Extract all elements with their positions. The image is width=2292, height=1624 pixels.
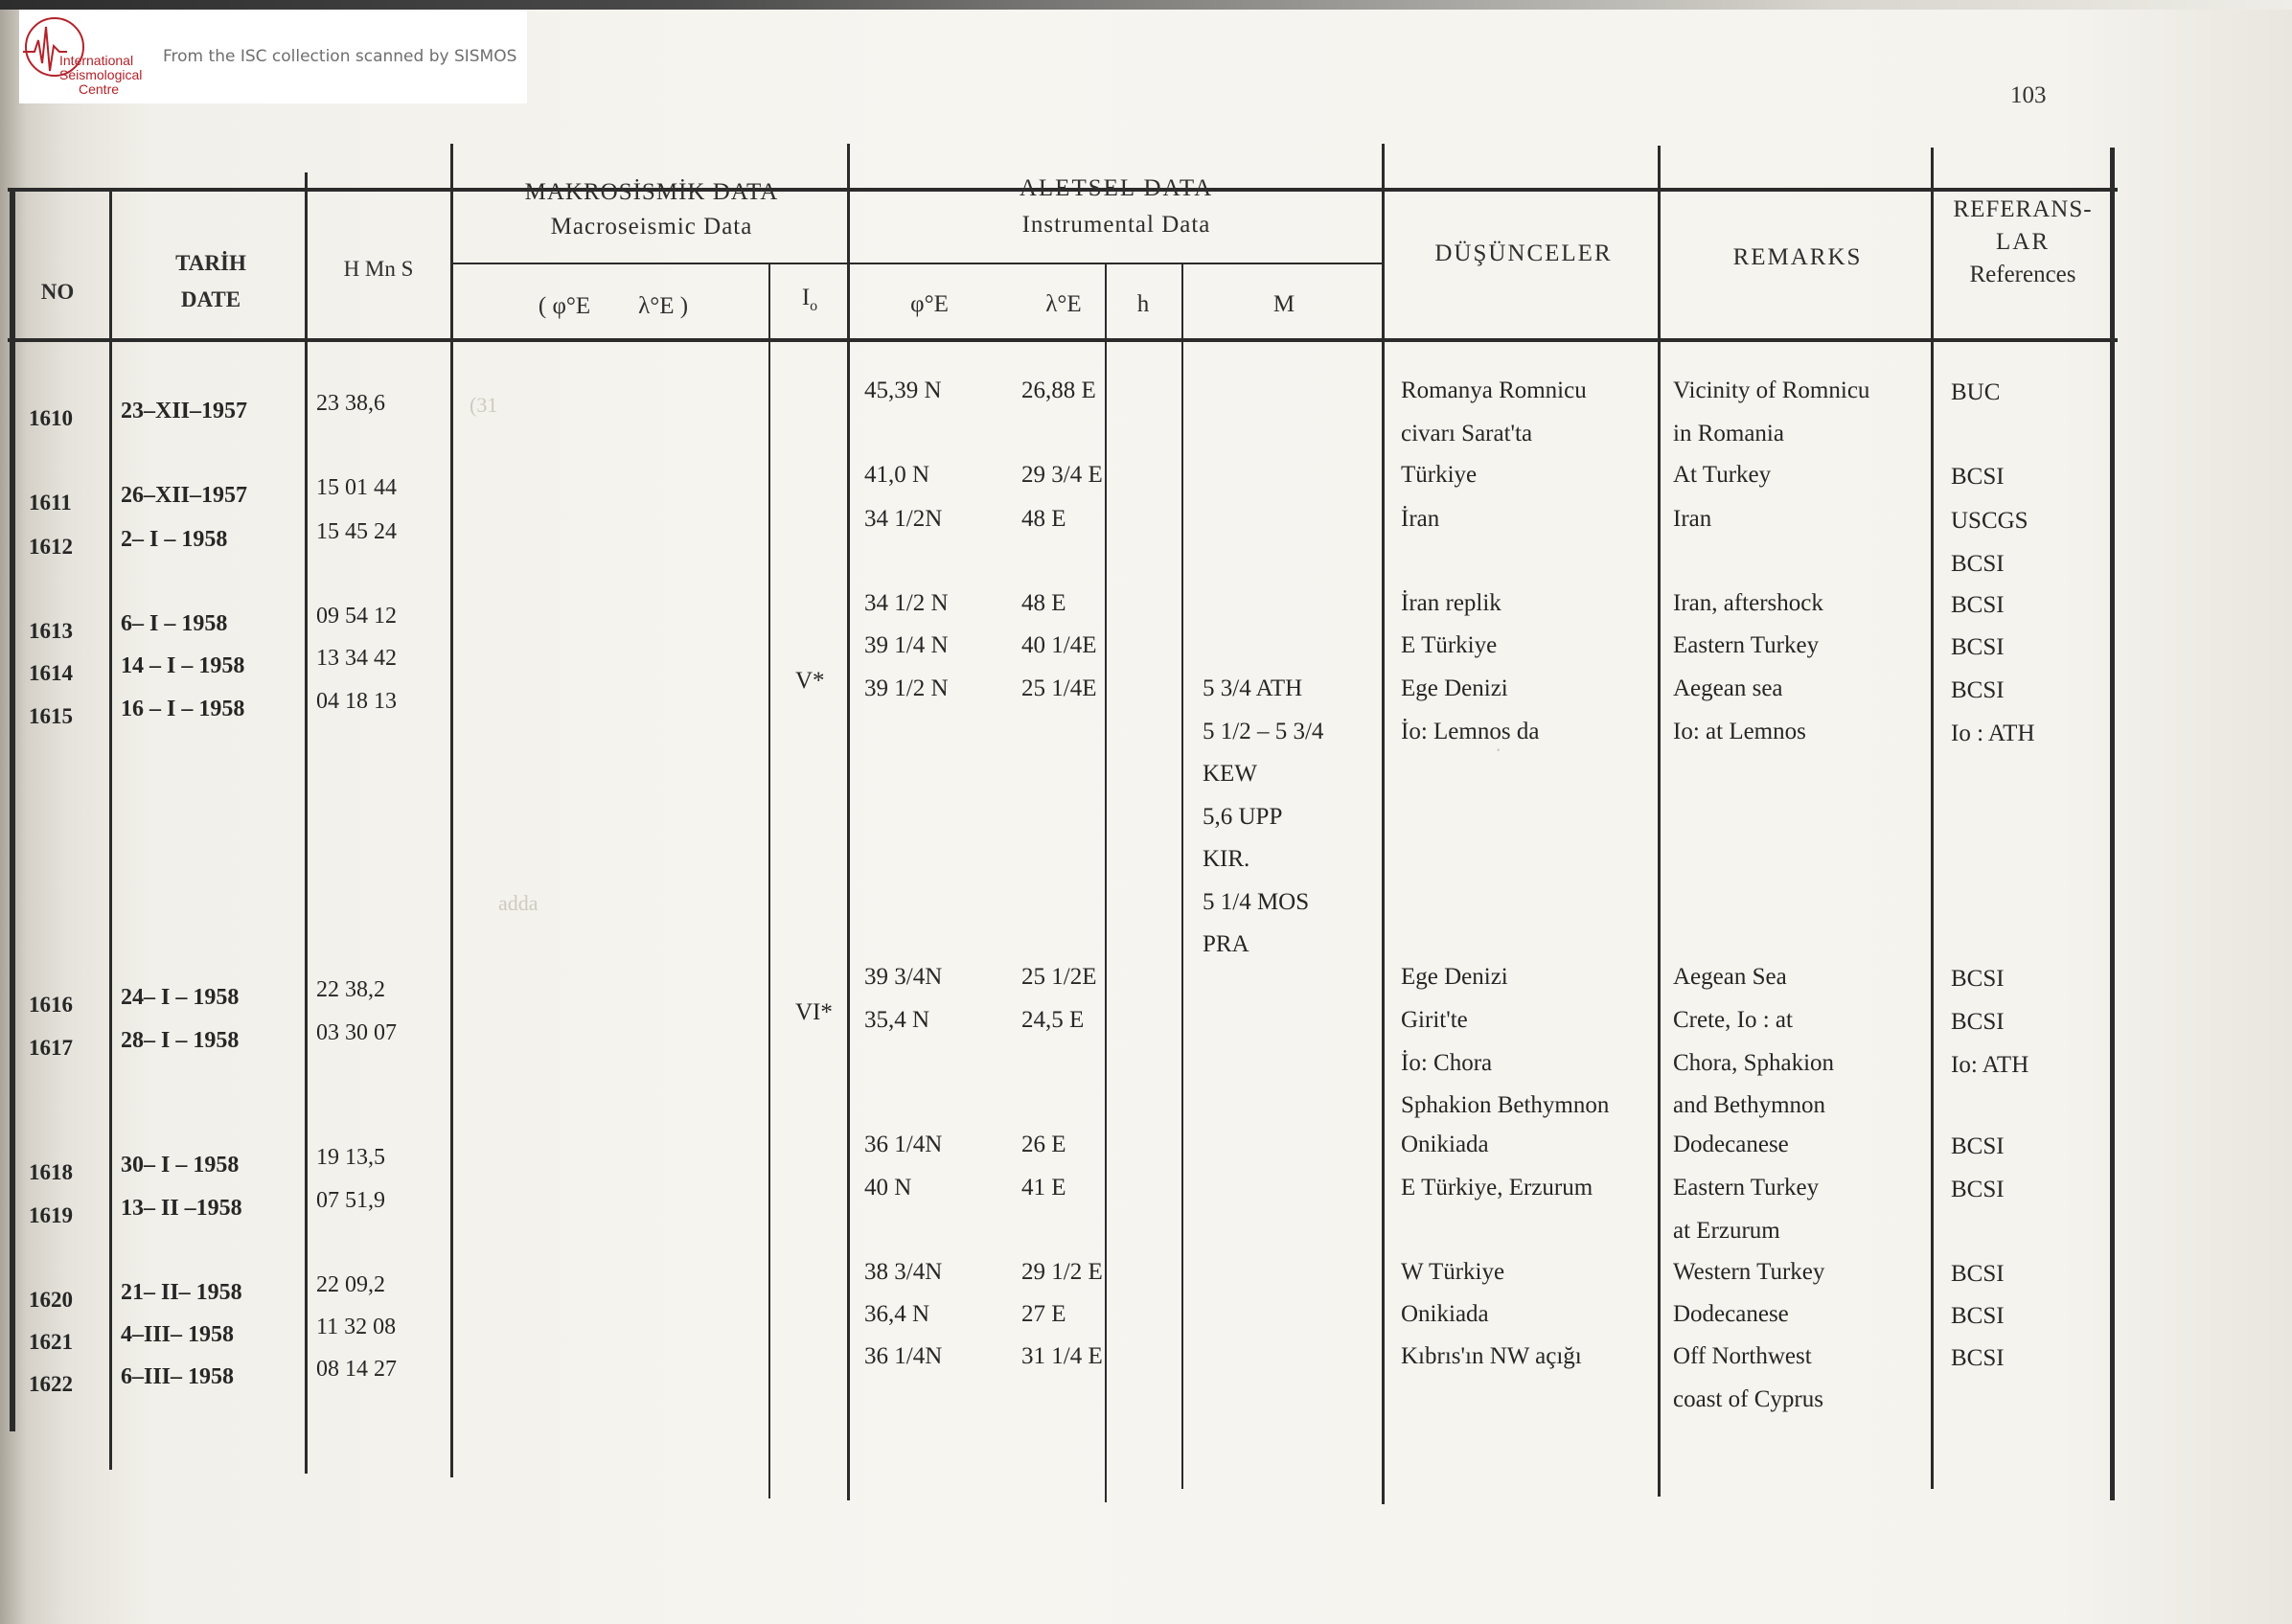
row-longitude: 24,5 E <box>1021 1007 1085 1033</box>
row-latitude: 39 1/4 N <box>864 632 949 658</box>
header-makro-sub: Macroseismic Data <box>550 214 753 240</box>
row-time: 13 34 42 <box>316 646 397 671</box>
isc-name-line: International <box>59 53 134 68</box>
row-latitude: 39 3/4N <box>864 964 943 990</box>
header-lambda: λ°E <box>1045 291 1082 317</box>
row-reference: BCSI <box>1951 1009 2005 1035</box>
row-reference: BCSI <box>1951 677 2005 703</box>
column-rule <box>305 172 308 1474</box>
row-date: 4–III– 1958 <box>121 1322 235 1347</box>
row-reference: BCSI <box>1951 464 2005 490</box>
row-latitude: 39 1/2 N <box>864 675 949 701</box>
row-number: 1618 <box>29 1160 73 1184</box>
row-dusunce: Romanya Romnicu <box>1401 377 1587 403</box>
row-remark: Dodecanese <box>1673 1132 1789 1157</box>
header-dusunceler: DÜŞÜNCELER <box>1434 240 1613 266</box>
row-number: 1622 <box>29 1372 73 1396</box>
row-reference: Io : ATH <box>1951 720 2035 746</box>
row-reference: USCGS <box>1951 508 2028 534</box>
row-reference: BCSI <box>1951 1133 2005 1159</box>
row-latitude: 40 N <box>864 1175 912 1201</box>
row-remark: Aegean Sea <box>1673 964 1787 990</box>
row-reference: BCSI <box>1951 1345 2005 1371</box>
row-remark: at Erzurum <box>1673 1217 1780 1244</box>
row-time: 07 51,9 <box>316 1188 385 1213</box>
row-time: 15 01 44 <box>316 475 397 500</box>
row-longitude: 41 E <box>1021 1175 1066 1201</box>
column-rule <box>2110 148 2115 1500</box>
row-reference: BCSI <box>1951 1261 2005 1287</box>
column-rule <box>1382 144 1385 1504</box>
row-time: 04 18 13 <box>316 689 397 714</box>
row-remark: Western Turkey <box>1673 1259 1825 1285</box>
column-rule <box>1105 263 1107 1502</box>
row-latitude: 38 3/4N <box>864 1259 943 1285</box>
row-latitude: 36 1/4N <box>864 1132 943 1157</box>
row-number: 1620 <box>29 1288 73 1312</box>
row-longitude: 25 1/4E <box>1021 675 1097 701</box>
isc-name-line: Centre <box>79 81 120 97</box>
row-magnitude: 5 1/4 MOS <box>1203 888 1310 915</box>
row-longitude: 29 3/4 E <box>1021 462 1103 488</box>
row-date: 14 – I – 1958 <box>121 653 245 678</box>
header-phi: φ°E <box>910 291 949 317</box>
isc-name-line: Seismological <box>59 67 143 82</box>
row-magnitude: 5 1/2 – 5 3/4 <box>1203 718 1324 744</box>
row-number: 1612 <box>29 535 73 559</box>
row-remark: and Bethymnon <box>1673 1092 1826 1118</box>
row-magnitude: PRA <box>1203 931 1249 957</box>
row-latitude: 36 1/4N <box>864 1343 943 1369</box>
row-longitude: 27 E <box>1021 1301 1066 1327</box>
row-remark: Vicinity of Romnicu <box>1673 377 1870 403</box>
header-tarih: TARİH <box>175 251 246 275</box>
row-dusunce: Türkiye <box>1401 462 1478 488</box>
header-makro-title: MAKROSİSMİK DATA <box>524 179 779 205</box>
row-remark: Eastern Turkey <box>1673 1175 1820 1201</box>
column-rule <box>109 188 112 1470</box>
row-latitude: 45,39 N <box>864 377 942 403</box>
row-remark: At Turkey <box>1673 462 1772 488</box>
row-dusunce: Onikiada <box>1401 1132 1489 1157</box>
row-dusunce: İo: Chora <box>1401 1049 1493 1076</box>
row-time: 11 32 08 <box>316 1315 397 1339</box>
row-date: 2– I – 1958 <box>121 527 228 552</box>
row-dusunce: Kıbrıs'ın NW açığı <box>1401 1343 1582 1369</box>
row-magnitude: 5 3/4 ATH <box>1203 675 1303 701</box>
row-reference: BCSI <box>1951 1177 2005 1202</box>
row-remark: Crete, Io : at <box>1673 1007 1793 1033</box>
row-remark: Off Northwest <box>1673 1343 1812 1369</box>
row-time: 15 45 24 <box>316 519 397 544</box>
row-time: 08 14 27 <box>316 1357 397 1382</box>
row-intensity: VI* <box>795 999 833 1025</box>
header-ref-2: LAR <box>1996 229 2050 255</box>
row-date: 26–XII–1957 <box>121 483 248 508</box>
row-longitude: 26,88 E <box>1021 377 1096 403</box>
header-aletsel-title: ALETSEL DATA <box>1019 175 1214 201</box>
column-rule <box>1931 148 1934 1489</box>
header-io <box>776 284 843 320</box>
header-bottom-rule <box>8 338 2118 342</box>
column-rule <box>1658 146 1661 1497</box>
row-number: 1615 <box>29 704 73 728</box>
row-reference: BCSI <box>1951 1303 2005 1329</box>
subheader-rule <box>450 263 1382 264</box>
isc-name <box>59 54 142 97</box>
row-remark: coast of Cyprus <box>1673 1385 1823 1412</box>
header-time: H Mn S <box>343 257 414 281</box>
row-time: 22 09,2 <box>316 1272 385 1297</box>
row-longitude: 40 1/4E <box>1021 632 1097 658</box>
header-io-sub: o <box>810 298 818 314</box>
row-reference: BCSI <box>1951 634 2005 660</box>
scan-edge <box>0 0 2292 10</box>
row-magnitude: KEW <box>1203 761 1257 787</box>
row-dusunce: civarı Sarat'ta <box>1401 420 1533 446</box>
isc-banner <box>19 10 527 103</box>
row-dusunce: Sphakion Bethymnon <box>1401 1092 1610 1118</box>
row-reference: Io: ATH <box>1951 1051 2029 1078</box>
page-number: 103 <box>2010 82 2047 108</box>
row-reference: BUC <box>1951 379 2001 405</box>
row-number: 1613 <box>29 619 73 643</box>
row-reference: BCSI <box>1951 592 2005 618</box>
row-remark: Iran <box>1673 506 1712 532</box>
row-latitude: 41,0 N <box>864 462 930 488</box>
row-magnitude: 5,6 UPP <box>1203 803 1283 830</box>
row-latitude: 36,4 N <box>864 1301 930 1327</box>
header-m: M <box>1272 291 1295 317</box>
row-longitude: 25 1/2E <box>1021 964 1097 990</box>
row-dusunce: İo: Lemnos da <box>1401 718 1540 744</box>
row-date: 24– I – 1958 <box>121 985 240 1010</box>
row-remark: Eastern Turkey <box>1673 632 1820 658</box>
row-date: 6– I – 1958 <box>121 611 228 636</box>
row-date: 23–XII–1957 <box>121 399 248 423</box>
row-dusunce: İran <box>1401 506 1440 532</box>
bleed-through: · <box>1495 738 1502 762</box>
row-latitude: 34 1/2 N <box>864 590 949 616</box>
row-number: 1617 <box>29 1036 73 1060</box>
row-number: 1610 <box>29 406 73 430</box>
column-rule <box>10 188 15 1431</box>
row-time: 19 13,5 <box>316 1145 385 1170</box>
row-reference: BCSI <box>1951 550 2005 577</box>
row-time: 03 30 07 <box>316 1020 397 1045</box>
row-dusunce: W Türkiye <box>1401 1259 1505 1285</box>
row-time: 23 38,6 <box>316 391 385 416</box>
isc-caption: From the ISC collection scanned by SISMOS <box>163 47 517 66</box>
row-dusunce: Ege Denizi <box>1401 675 1508 701</box>
column-rule <box>847 144 850 1500</box>
row-longitude: 26 E <box>1021 1132 1066 1157</box>
row-reference: BCSI <box>1951 966 2005 992</box>
row-time: 09 54 12 <box>316 604 397 629</box>
row-remark: Dodecanese <box>1673 1301 1789 1327</box>
row-remark: Io: at Lemnos <box>1673 718 1806 744</box>
row-dusunce: Onikiada <box>1401 1301 1489 1327</box>
header-makro-coords: ( φ°E λ°E ) <box>538 293 689 319</box>
isc-logo <box>19 10 146 103</box>
row-remark: Aegean sea <box>1673 675 1783 701</box>
header-ref-1: REFERANS- <box>1953 196 2093 222</box>
row-number: 1611 <box>29 491 72 515</box>
row-dusunce: Girit'te <box>1401 1007 1468 1033</box>
column-rule <box>450 144 453 1477</box>
row-time: 22 38,2 <box>316 977 385 1002</box>
row-date: 28– I – 1958 <box>121 1028 240 1053</box>
header-aletsel-sub: Instrumental Data <box>1021 212 1211 238</box>
row-remark: Iran, aftershock <box>1673 590 1823 616</box>
row-latitude: 34 1/2N <box>864 506 943 532</box>
row-longitude: 48 E <box>1021 506 1066 532</box>
row-dusunce: Ege Denizi <box>1401 964 1508 990</box>
row-number: 1621 <box>29 1330 73 1354</box>
header-io-letter: I <box>801 285 811 310</box>
row-date: 13– II –1958 <box>121 1196 242 1221</box>
row-longitude: 29 1/2 E <box>1021 1259 1103 1285</box>
bleed-through: (31 <box>470 393 498 417</box>
row-longitude: 48 E <box>1021 590 1066 616</box>
row-latitude: 35,4 N <box>864 1007 930 1033</box>
row-magnitude: KIR. <box>1203 846 1250 872</box>
row-dusunce: İran replik <box>1401 590 1501 616</box>
column-rule <box>768 263 770 1498</box>
row-date: 21– II– 1958 <box>121 1280 242 1305</box>
row-date: 16 – I – 1958 <box>121 697 245 721</box>
row-date: 30– I – 1958 <box>121 1153 240 1178</box>
header-no: NO <box>40 280 75 304</box>
header-ref-3: References <box>1969 262 2076 287</box>
column-rule <box>1181 263 1183 1489</box>
row-date: 6–III– 1958 <box>121 1364 235 1389</box>
row-number: 1614 <box>29 661 73 685</box>
row-longitude: 31 1/4 E <box>1021 1343 1103 1369</box>
row-number: 1616 <box>29 993 73 1017</box>
row-remark: Chora, Sphakion <box>1673 1049 1835 1076</box>
row-dusunce: E Türkiye <box>1401 632 1498 658</box>
header-h: h <box>1136 291 1150 317</box>
row-number: 1619 <box>29 1203 73 1227</box>
header-date: DATE <box>180 287 241 311</box>
bleed-through: adda <box>498 891 539 915</box>
row-remark: in Romania <box>1673 420 1784 446</box>
header-remarks: REMARKS <box>1732 244 1863 270</box>
row-intensity: V* <box>795 668 825 694</box>
row-dusunce: E Türkiye, Erzurum <box>1401 1175 1593 1201</box>
